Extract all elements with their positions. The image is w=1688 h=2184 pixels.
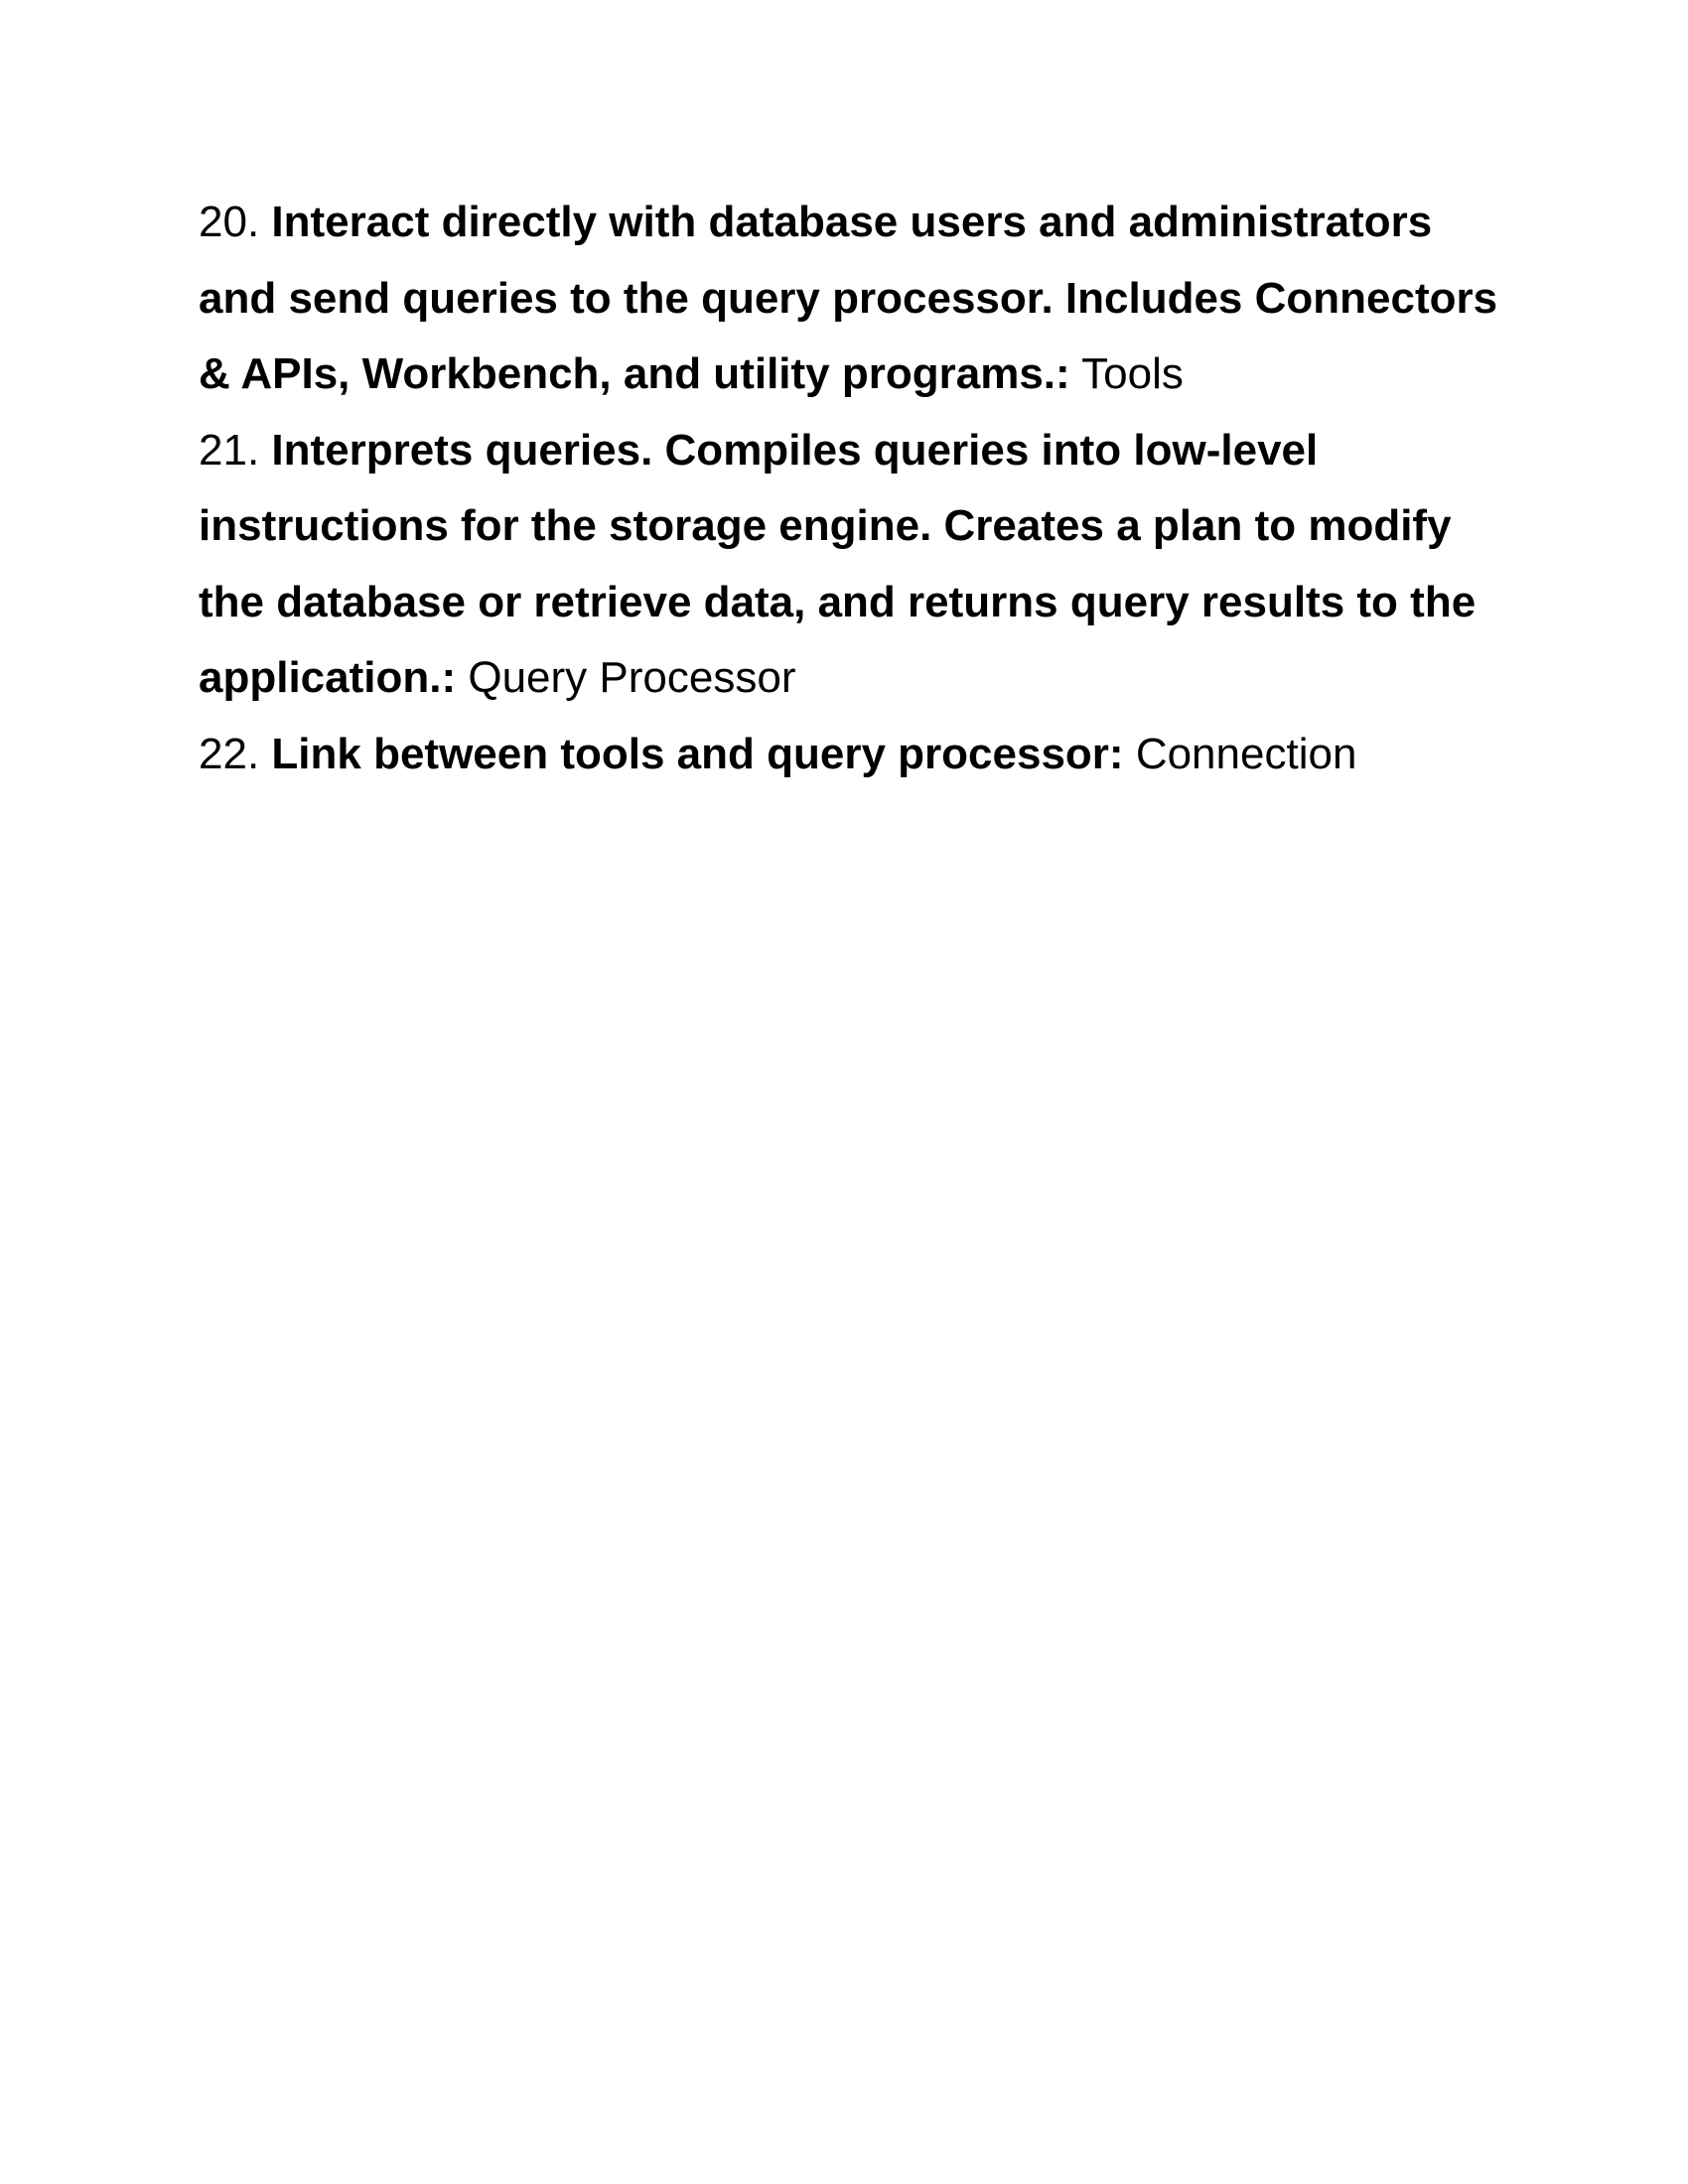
glossary-list bbox=[199, 185, 1509, 792]
entry-answer: Tools bbox=[1081, 349, 1184, 398]
entry-term: Interact directly with database users and administrators and send queries to the query processor. Includes Connectors & APIs, Workbench, and utility programs.: bbox=[199, 198, 1498, 398]
entry-number: 22. bbox=[199, 729, 260, 778]
glossary-entry-21 bbox=[199, 413, 1509, 717]
entry-number: 21. bbox=[199, 425, 260, 475]
entry-term: Link between tools and query processor: bbox=[271, 729, 1124, 778]
glossary-entry-20 bbox=[199, 185, 1509, 413]
entry-term: Interprets queries. Compiles queries into low-level instructions for the storage engine. Creates a plan to modify the database or retrieve data, and returns query results to the application.: bbox=[199, 425, 1477, 702]
entry-number: 20. bbox=[199, 198, 260, 246]
entry-answer: Connection bbox=[1135, 729, 1357, 778]
glossary-entry-22 bbox=[199, 717, 1509, 793]
entry-answer: Query Processor bbox=[468, 653, 796, 702]
